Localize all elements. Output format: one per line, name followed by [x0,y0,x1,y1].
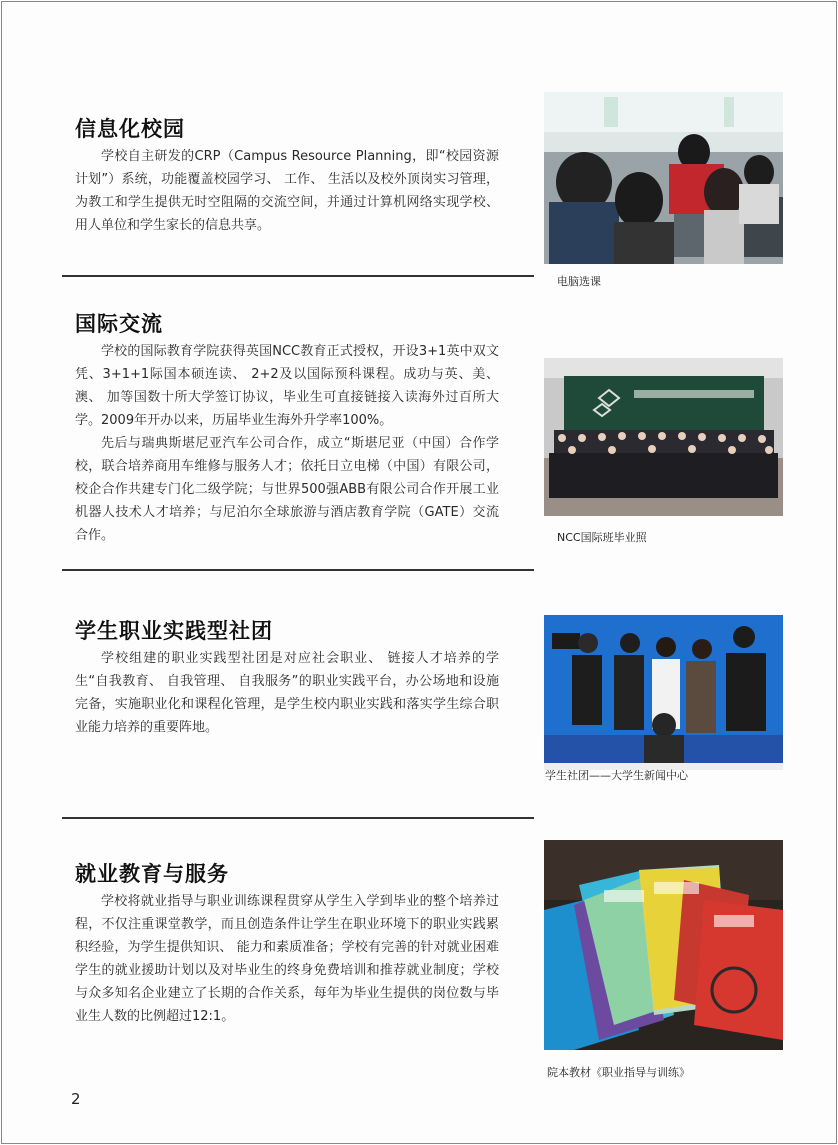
computer-lab-photo [544,92,783,264]
page-number: 2 [71,1090,81,1108]
section-divider [62,275,534,277]
section-paragraph: 学校自主研发的CRP（Campus Resource Planning，即“校园资源计划”）系统，功能覆盖校园学习、 工作、 生活以及校外顶岗实习管理，为教工和学生提供无时空阻隔的交流空间，并通过计算机网络实现学校、用人单位和学生家长的信息共享。 [75,149,499,233]
section-title-it-campus: 信息化校园 [75,117,185,141]
section-paragraph: 学校组建的职业实践型社团是对应社会职业、 链接人才培养的学生“自我教育、 自我管理、 自我服务”的职业实践平台，办公场地和设施完备，实施职业化和课程化管理，是学生校内职业实践和落实学生综合职业能力培养的重要阵地。 [75,651,499,735]
photo-caption: 电脑选课 [557,275,601,288]
section-paragraph: 先后与瑞典斯堪尼亚汽车公司合作，成立“斯堪尼亚（中国）合作学校，联合培养商用车维修与服务人才；依托日立电梯（中国）有限公司，校企合作共建专门化二级学院；与世界500强ABB有限公司合作开展工业机器人技术人才培养；与尼泊尔全球旅游与酒店教育学院（GATE）交流合作。 [75,436,499,543]
student-club-photo [544,615,783,770]
photo-caption: 院本教材《职业指导与训练》 [547,1066,690,1079]
section-paragraph: 学校的国际教育学院获得英国NCC教育正式授权，开设3+1英中双文凭、3+1+1际国本硕连读、 2+2及以国际预科课程。成功与英、美、 澳、 加等国数十所大学签订协议，毕业生可直接链接入读海外过百所大学。2009年开办以来，历届毕业生海外升学率100%。 [75,344,499,428]
graduation-photo [544,358,783,516]
section-divider [62,569,534,571]
section-title-student-clubs: 学生职业实践型社团 [75,619,273,643]
section-divider [62,817,534,819]
section-paragraph: 学校将就业指导与职业训练课程贯穿从学生入学到毕业的整个培养过程，不仅注重课堂教学，而且创造条件让学生在职业环境下的职业实践累积经验，为学生提供知识、 能力和素质准备；学校有完善的针对就业困难学生的就业援助计划以及对毕业生的终身免费培训和推荐就业制度；学校与众多知名企业建立了长期的合作关系，每年为毕业生提供的岗位数与毕业生人数的比例超过12:1。 [75,894,499,1024]
photo-caption: 学生社团——大学生新闻中心 [545,769,688,782]
textbook-photo [544,840,783,1050]
section-title-employment: 就业教育与服务 [75,862,229,886]
section-title-international: 国际交流 [75,312,163,336]
photo-caption: NCC国际班毕业照 [557,531,647,544]
